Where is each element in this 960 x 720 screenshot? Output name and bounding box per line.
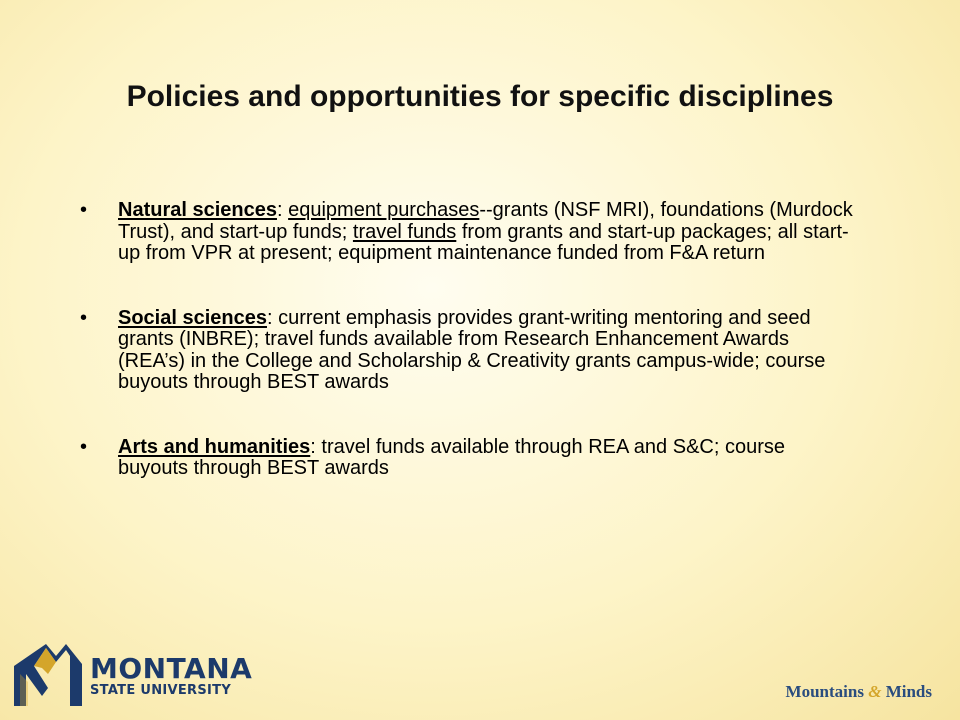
bullet-heading: Natural sciences	[118, 199, 277, 221]
msu-m-icon	[12, 644, 84, 710]
msu-logo	[12, 644, 252, 710]
bullet-text: travel funds available through REA and S&C; course buyouts through BEST awards	[118, 435, 785, 479]
tagline-ampersand: &	[868, 682, 882, 701]
bullet-dot: •	[80, 306, 88, 329]
bullet-heading: Arts and humanities	[118, 435, 311, 458]
bullet-separator: :	[310, 435, 322, 458]
bullet-text: current emphasis provides grant-writing mentoring and seed grants (INBRE); travel funds available from Research Enhancement Awards (REA’s) in the College and Scholarship & Creativity grants campus-wide; course buyouts through BEST awards	[118, 306, 826, 393]
bullet-separator: :	[276, 199, 289, 221]
bullet-text: from grants and start-up packages; all start-up from VPR at present; equipment maintenance funded from F&A return	[118, 220, 849, 264]
underlined-phrase: travel funds	[352, 220, 457, 243]
bullet-dot: •	[80, 435, 88, 458]
underlined-phrase: equipment purchases	[288, 199, 480, 221]
bullet-dot: •	[80, 199, 88, 221]
bullet-arts-humanities	[80, 437, 860, 480]
logo-montana: MONTANA	[90, 652, 253, 685]
bullet-list	[80, 200, 860, 523]
tagline-mountains: Mountains	[785, 682, 869, 701]
bullet-separator: :	[266, 306, 279, 329]
logo-state-university: STATE UNIVERSITY	[90, 683, 232, 698]
tagline	[786, 682, 932, 702]
bullet-natural-sciences	[80, 200, 860, 265]
logo-wordmark	[90, 652, 253, 699]
bullet-social-sciences	[80, 308, 860, 394]
tagline-minds: Minds	[881, 682, 932, 701]
bullet-text: --grants (NSF MRI), foundations (Murdock Trust), and start-up funds;	[118, 199, 853, 243]
bullet-heading: Social sciences	[118, 306, 267, 329]
slide-title: Policies and opportunities for specific disciplines	[126, 80, 834, 113]
